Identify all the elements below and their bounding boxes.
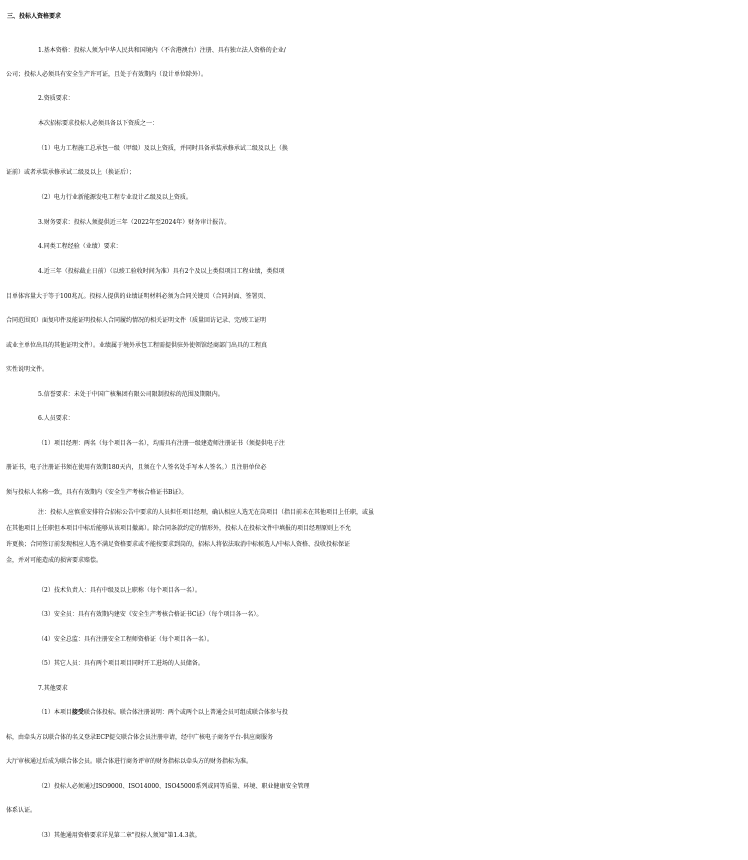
experience-line-1: 4.近三年（投标截止日前）（以竣工验收时间为准）具有2个及以上类似项目工程业绩，类似项 [38,268,285,275]
safety-director: （4）安全总监：具有注册安全工程师资格证（每个项目各一名）。 [38,636,213,643]
other-personnel: （5）其它人员：具有两个项目项目同时开工进场的人员储备。 [38,660,204,667]
experience-line-4: 或业主单位出具的其他证明文件）。业绩属于境外承包工程需提供驻外使领馆经商部门出具的工程真 [6,342,268,349]
note-line-3: 许更换；合同签订前发现相应人选不满足资格要求或不能按要求到岗的，招标人将依法取消中标候选人/中标人资格、没收投标保证 [6,541,351,548]
project-manager-line-1: （1）项目经理：两名（每个项目各一名），均需具有注册一级建造师注册证书（须提供电子注 [38,440,285,447]
consortium-prefix: （1）本项目 [38,709,72,716]
safety-officer: （3）安全员：具有有效期内建安《安全生产考核合格证书C证》（每个项目各一名）。 [38,611,263,618]
personnel-title: 6.人员要求： [38,415,74,422]
qualification-intro: 本次招标要求投标人必须具备以下资质之一： [38,120,159,127]
consortium-line-1 [38,702,748,724]
technical-lead: （2）技术负责人：具有中级及以上职称（每个项目各一名）。 [38,587,201,594]
note-line-1: 注：投标人应慎重安排符合招标公告中要求的人员担任项目经理，确认相应人选无在岗项目（指目前未在其他项目上任职，或虽 [38,509,375,516]
certification-line-2: 体系认证。 [6,807,37,814]
qualification-title: 2.资质要求： [38,95,74,102]
experience-title: 4.同类工程经验（业绩）要求： [38,243,122,250]
consortium-suffix: 联合体投标。联合体注册说明：两个或两个以上普通会员可组成联合体参与投 [83,709,288,716]
basic-qualification-line-1: 1.基本资格：投标人须为中华人民共和国境内（不含港澳台）注册、具有独立法人资格的企业/ [38,47,286,54]
other-requirements-title: 7.其他要求 [38,685,68,692]
consortium-accept: 接受 [71,709,84,716]
project-manager-line-2: 册证书，电子注册证书须在使用有效期180天内，且须在个人签名处手写本人签名。）且注册单位必 [6,464,267,471]
consortium-line-2: 标，由牵头方以联合体的名义登录ECP提交联合体会员注册申请，经中广核电子商务平台-供应商服务 [6,734,274,741]
general-requirements: （3）其他通用资格要求详见第二章"投标人须知"第1.4.3款。 [38,832,201,839]
qualification-item-1-line-1: （1）电力工程施工总承包一级（甲级）及以上资质，并同时具备承装承修承试二级及以上（换 [38,145,288,152]
project-manager-line-3: 须与投标人名称一致，具有有效期内《安全生产考核合格证书B证》。 [6,489,188,496]
qualification-item-1-line-2: 证前）或者承装承修承试二级及以上（换证后）； [6,169,136,176]
note-line-2: 在其他项目上任职但本项目中标后能够从该项目撤离）。除合同条款约定的情形外，投标人在投标文件中填报的项目经理原则上不允 [6,525,352,532]
consortium-line-3: 大厅审核通过后成为联合体会员。联合体进行商务评审的财务指标以牵头方的财务指标为准。 [6,758,253,765]
experience-line-2: 目单体容量大于等于100兆瓦。投标人提供的业绩证明材料必须为合同关键页（合同封面、签署页、 [6,293,270,300]
qualification-item-2: （2）电力行业新能源发电工程专业设计乙级及以上资质。 [38,194,192,201]
note-line-4: 金，并对可能造成的损害要求赔偿。 [6,557,103,564]
certification-line-1: （2）投标人必须通过ISO9000、ISO14000、ISO45000系列或同等质量、环境、职业健康安全管理 [38,783,310,790]
financial-requirement: 3.财务要求：投标人须提供近三年（2022年至2024年）财务审计报告。 [38,219,231,226]
basic-qualification-line-2: 公司；投标人必须具有安全生产许可证，且处于有效期内（设计单位除外）。 [6,71,208,78]
experience-line-3: 合同范围页）面复印件及能证明投标人合同履约情况的相关证明文件（质量回访记录、完/竣工证明 [6,317,267,324]
credit-requirement: 5.信誉要求：未处于中国广核集团有限公司限制投标的范围及期限内。 [38,391,224,398]
section-title: 三、投标人资格要求 [7,13,62,20]
experience-line-5: 实性说明文件。 [6,366,49,373]
